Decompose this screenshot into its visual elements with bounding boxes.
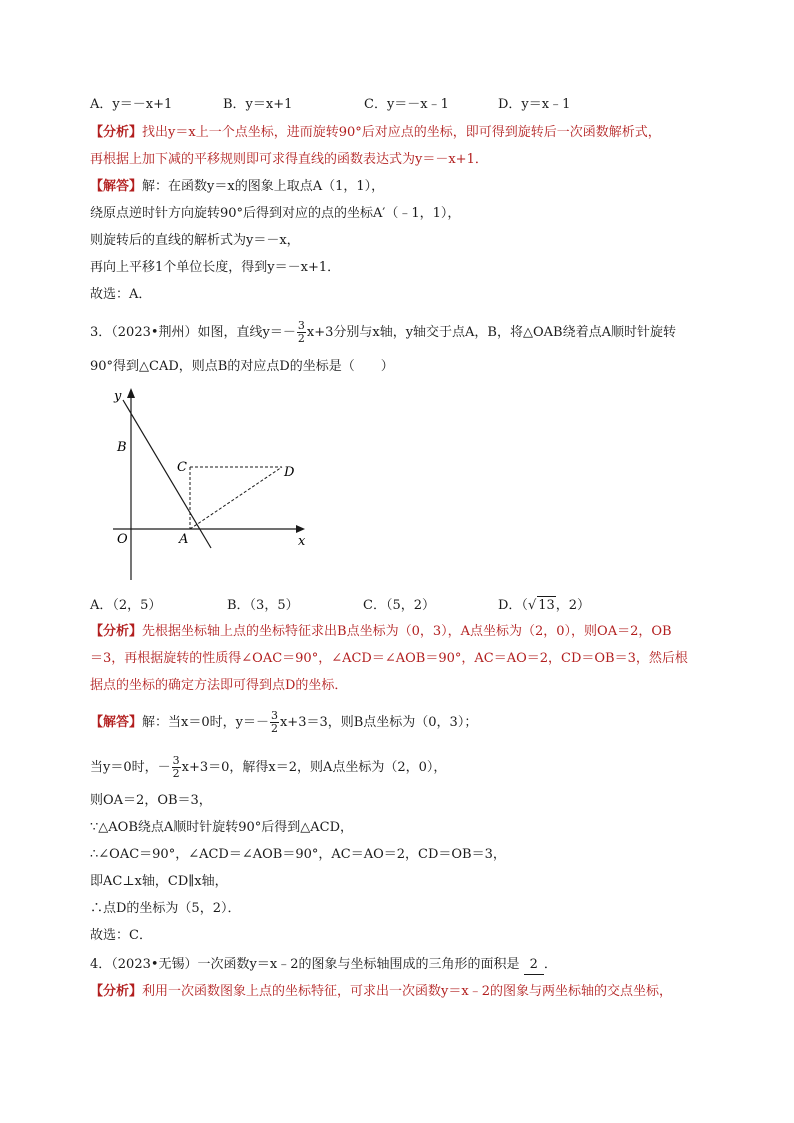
- q3-option-d-radicand: 13: [538, 598, 555, 613]
- q3-option-b[interactable]: B．（3，5）: [227, 598, 299, 613]
- q3-answer-line-2: [90, 755, 446, 780]
- q3-stem-post: x+3分别与x轴，y轴交于点A，B，将△OAB绕着点A顺时针旋转: [306, 325, 676, 340]
- q3-answer-1-fraction-num: 3: [270, 709, 278, 722]
- label-c: C: [177, 460, 187, 475]
- q3-figure: [105, 384, 315, 584]
- q2-option-c[interactable]: C．y＝－x﹣1: [364, 97, 449, 112]
- q2-analysis-text-1: 找出y＝x上一个点坐标，进而旋转90°后对应点的坐标，即可得到旋转后一次函数解析式，: [142, 125, 661, 140]
- line-ab: [123, 400, 211, 548]
- q2-analysis-line-1: [90, 124, 661, 142]
- q3-option-d[interactable]: [498, 596, 590, 615]
- q4-answer-blank[interactable]: 2: [524, 956, 544, 975]
- q3-option-d-pre: D．（: [498, 598, 528, 613]
- analysis-tag: 【分析】: [90, 984, 143, 999]
- q3-analysis-text-1: 先根据坐标轴上点的坐标特征求出B点坐标为（0，3），A点坐标为（2，0），则OA＝2，OB: [142, 624, 672, 639]
- q3-option-c[interactable]: C．（5，2）: [363, 598, 435, 613]
- label-o: O: [117, 532, 128, 547]
- q3-answer-1-fraction: [270, 710, 279, 735]
- q3-answer-2-fraction-den: 2: [172, 767, 180, 780]
- q3-answer-line-3: 则OA＝2，OB＝3，: [90, 793, 212, 808]
- q3-answer-2-fraction: [172, 755, 181, 780]
- q3-option-d-post: ，2）: [555, 598, 591, 613]
- answer-tag: 【解答】: [90, 715, 143, 730]
- q3-fraction: [297, 320, 306, 345]
- q3-stem-pre: 3．（2023•荆州）如图，直线y＝－: [90, 325, 296, 340]
- label-x: x: [298, 534, 306, 549]
- q2-answer-text-1: 解：在函数y＝x的图象上取点A（1，1），: [142, 179, 385, 194]
- q2-option-a[interactable]: A．y＝－x+1: [90, 97, 173, 112]
- sqrt-icon: √: [527, 598, 537, 613]
- q3-analysis-line-3: 据点的坐标的确定方法即可得到点D的坐标．: [90, 678, 348, 693]
- q3-answer-1-pre: 解：当x＝0时，y＝－: [142, 715, 269, 730]
- q2-answer-line-2: 绕原点逆时针方向旋转90°后得到对应的点的坐标A′（﹣1，1），: [90, 206, 461, 221]
- q3-option-a[interactable]: A．（2，5）: [90, 598, 162, 613]
- q2-answer-line-1: [90, 178, 384, 196]
- segment-ad: [190, 467, 282, 529]
- q3-answer-1-fraction-den: 2: [270, 722, 278, 735]
- q2-option-b[interactable]: B．y＝x+1: [223, 97, 293, 112]
- x-axis-arrow-icon: [296, 525, 305, 533]
- label-d: D: [284, 465, 295, 480]
- q3-answer-line-5: ∴∠OAC＝90°，∠ACD＝∠AOB＝90°，AC＝AO＝2，CD＝OB＝3，: [90, 847, 506, 862]
- q4-analysis-line-1: [90, 983, 672, 1001]
- q4-stem: [90, 956, 557, 975]
- q2-options: [90, 96, 570, 114]
- q3-answer-line-1: [90, 710, 477, 735]
- analysis-tag: 【分析】: [90, 624, 143, 639]
- q3-fraction-num: 3: [297, 319, 305, 332]
- q3-stem-line-1: [90, 320, 676, 345]
- q4-analysis-text-1: 利用一次函数图象上点的坐标特征，可求出一次函数y＝x﹣2的图象与两坐标轴的交点坐标，: [142, 984, 672, 999]
- q3-answer-2-post: x+3＝0，解得x＝2，则A点坐标为（2，0），: [181, 760, 447, 775]
- q2-option-d[interactable]: D．y＝x﹣1: [498, 97, 571, 112]
- q3-answer-2-fraction-num: 3: [172, 754, 180, 767]
- q3-analysis-line-1: [90, 623, 672, 641]
- q4-stem-post: ．: [543, 957, 557, 972]
- q3-stem-line-2: 90°得到△CAD，则点B的对应点D的坐标是（ ）: [90, 359, 394, 374]
- label-y: y: [114, 389, 122, 404]
- q2-answer-line-4: 再向上平移1个单位长度，得到y＝－x+1．: [90, 260, 341, 275]
- analysis-tag: 【分析】: [90, 125, 143, 140]
- q3-answer-line-7: ∴点D的坐标为（5，2）．: [90, 901, 241, 916]
- q2-analysis-line-2: 再根据上加下减的平移规则即可求得直线的函数表达式为y＝－x+1．: [90, 152, 488, 167]
- q3-answer-2-pre: 当y＝0时，－: [90, 760, 171, 775]
- q3-answer-1-post: x+3＝3，则B点坐标为（0，3）；: [279, 715, 478, 730]
- q4-stem-pre: 4．（2023•无锡）一次函数y＝x﹣2的图象与坐标轴围成的三角形的面积是: [90, 957, 520, 972]
- q2-answer-line-5: 故选：A．: [90, 287, 152, 302]
- q3-answer-line-6: 即AC⊥x轴，CD∥x轴，: [90, 874, 228, 889]
- answer-tag: 【解答】: [90, 179, 143, 194]
- q3-fraction-den: 2: [297, 332, 305, 345]
- q2-answer-line-3: 则旋转后的直线的解析式为y＝－x，: [90, 233, 300, 248]
- y-axis-arrow-icon: [127, 388, 135, 398]
- q3-analysis-line-2: ＝3，再根据旋转的性质得∠OAC＝90°，∠ACD＝∠AOB＝90°，AC＝AO＝2，CD＝OB＝3，然后根: [90, 651, 688, 666]
- label-b: B: [117, 440, 127, 455]
- q3-options: [90, 596, 590, 615]
- label-a: A: [179, 532, 189, 547]
- q3-answer-line-4: ∵△AOB绕点A顺时针旋转90°后得到△ACD，: [90, 820, 354, 835]
- q3-answer-line-8: 故选：C．: [90, 928, 152, 943]
